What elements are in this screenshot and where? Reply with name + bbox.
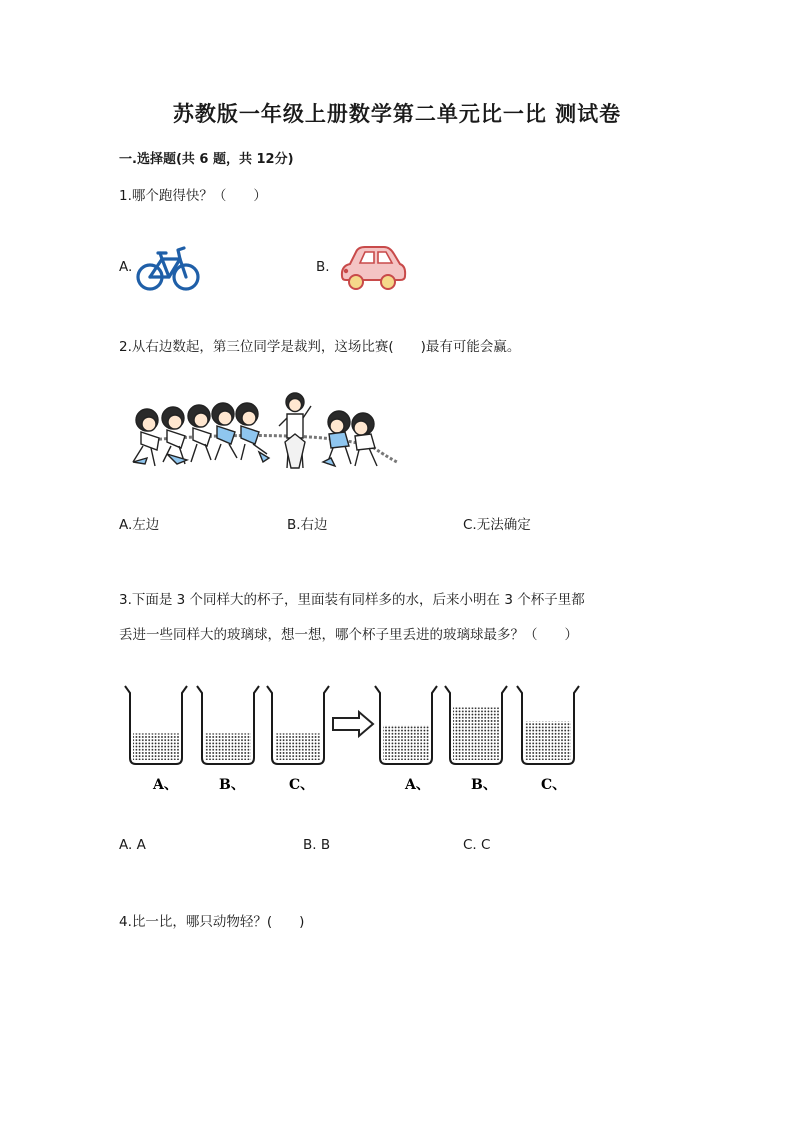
beaker-4 [375,686,437,764]
section-header: 一.选择题(共 6 题，共 12分) [119,152,294,167]
beaker-6 [517,686,579,764]
question-2-option-c[interactable]: C.无法确定 [463,517,531,533]
beaker-1 [125,686,187,764]
question-2-option-b[interactable]: B.右边 [287,517,328,533]
beaker-2 [197,686,259,764]
right-team [323,411,377,466]
question-3-option-a[interactable]: A. A [119,837,146,853]
question-1-option-a[interactable]: A. [119,259,133,275]
question-3-option-c[interactable]: C. C [463,837,491,853]
question-2-stem: 2.从右边数起，第三位同学是裁判，这场比赛( )最有可能会赢。 [119,339,521,355]
question-3-stem-line-2: 丢进一些同样大的玻璃球，想一想，哪个杯子里丢进的玻璃球最多？（ ） [119,627,578,643]
question-4-stem: 4.比一比，哪只动物轻？( ) [119,914,305,930]
page-title: 苏教版一年级上册数学第二单元比一比 测试卷 [172,101,622,126]
car-icon [338,244,408,292]
cup-label: C、 [541,777,567,793]
water-level [275,733,321,760]
tug-of-war-illustration [119,388,401,472]
question-1-stem: 1.哪个跑得快？（ ） [119,188,267,204]
cups-illustration [119,678,585,800]
water-level [383,725,429,760]
left-team [133,403,269,466]
water-level [453,708,499,761]
bicycle-icon [136,243,200,295]
cup-label: B、 [219,777,245,793]
question-2-option-a[interactable]: A.左边 [119,517,160,533]
water-level [205,733,251,760]
beaker-5 [445,686,507,764]
cup-label: A、 [405,777,430,793]
cup-label: A、 [153,777,178,793]
water-level [133,733,179,760]
question-1-option-b[interactable]: B. [316,259,330,275]
cup-label: B、 [471,777,497,793]
water-level [525,722,571,761]
arrow-icon [333,712,373,736]
beaker-3 [267,686,329,764]
question-3-option-b[interactable]: B. B [303,837,331,853]
referee [279,393,311,468]
question-3-stem-line-1: 3.下面是 3 个同样大的杯子，里面装有同样多的水，后来小明在 3 个杯子里都 [119,592,585,608]
cup-label: C、 [289,777,315,793]
